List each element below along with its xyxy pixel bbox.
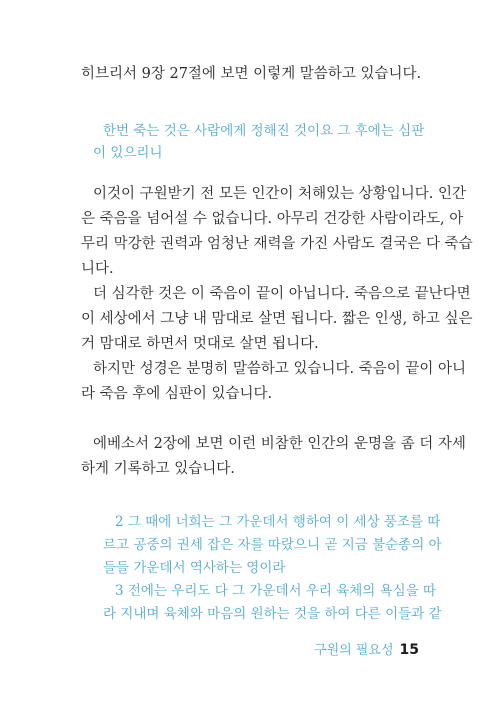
- quote2-line-3: 들들 가운데서 역사하는 영이라: [103, 560, 286, 576]
- quote2-line-4: 3 전에는 우리도 다 그 가운데서 우리 육체의 욕심을 따: [115, 583, 437, 599]
- para4-line-2: 하게 기록하고 있습니다.: [81, 461, 235, 477]
- para2-line-2: 이 세상에서 그냥 내 맘대로 살면 됩니다. 짧은 인생, 하고 싶은: [81, 311, 473, 327]
- para1-line-1: 이것이 구원받기 전 모든 인간이 처해있는 상황입니다. 인간: [93, 186, 467, 202]
- page-number: 15: [399, 642, 419, 658]
- quote2-line-1: 2 그 때에 너희는 그 가운데서 행하여 이 세상 풍조를 따: [115, 514, 441, 530]
- footer-section-title: 구원의 필요성: [314, 643, 394, 658]
- para4-line-1: 에베소서 2장에 보면 이런 비참한 인간의 운명을 좀 더 자세: [93, 436, 466, 452]
- para2-line-3: 거 맘대로 하면서 멋대로 살면 됩니다.: [81, 336, 319, 352]
- para1-line-3: 무리 막강한 권력과 엄청난 재력을 가진 사람도 결국은 다 죽습: [81, 236, 473, 252]
- para1-line-2: 은 죽음을 넘어설 수 없습니다. 아무리 건강한 사람이라도, 아: [81, 211, 464, 227]
- para3-line-2: 라 죽음 후에 심판이 있습니다.: [81, 386, 273, 402]
- para1-line-4: 니다.: [81, 261, 114, 277]
- para2-line-1: 더 심각한 것은 이 죽음이 끝이 아닙니다. 죽음으로 끝난다면: [93, 286, 471, 302]
- page-footer: [314, 639, 419, 658]
- intro-line: 히브리서 9장 27절에 보면 이렇게 말씀하고 있습니다.: [81, 66, 422, 82]
- quote1-line-1: 한번 죽는 것은 사람에게 정해진 것이요 그 후에는 심판: [103, 123, 425, 139]
- quote2-line-2: 르고 공중의 권세 잡은 자를 따랐으니 곧 지금 불순종의 아: [103, 537, 442, 553]
- quote2-line-5: 라 지내며 육체와 마음의 원하는 것을 하여 다른 이들과 같: [103, 606, 442, 622]
- para3-line-1: 하지만 성경은 분명히 말씀하고 있습니다. 죽음이 끝이 아니: [93, 361, 467, 377]
- quote1-line-2: 이 있으리니: [93, 145, 163, 161]
